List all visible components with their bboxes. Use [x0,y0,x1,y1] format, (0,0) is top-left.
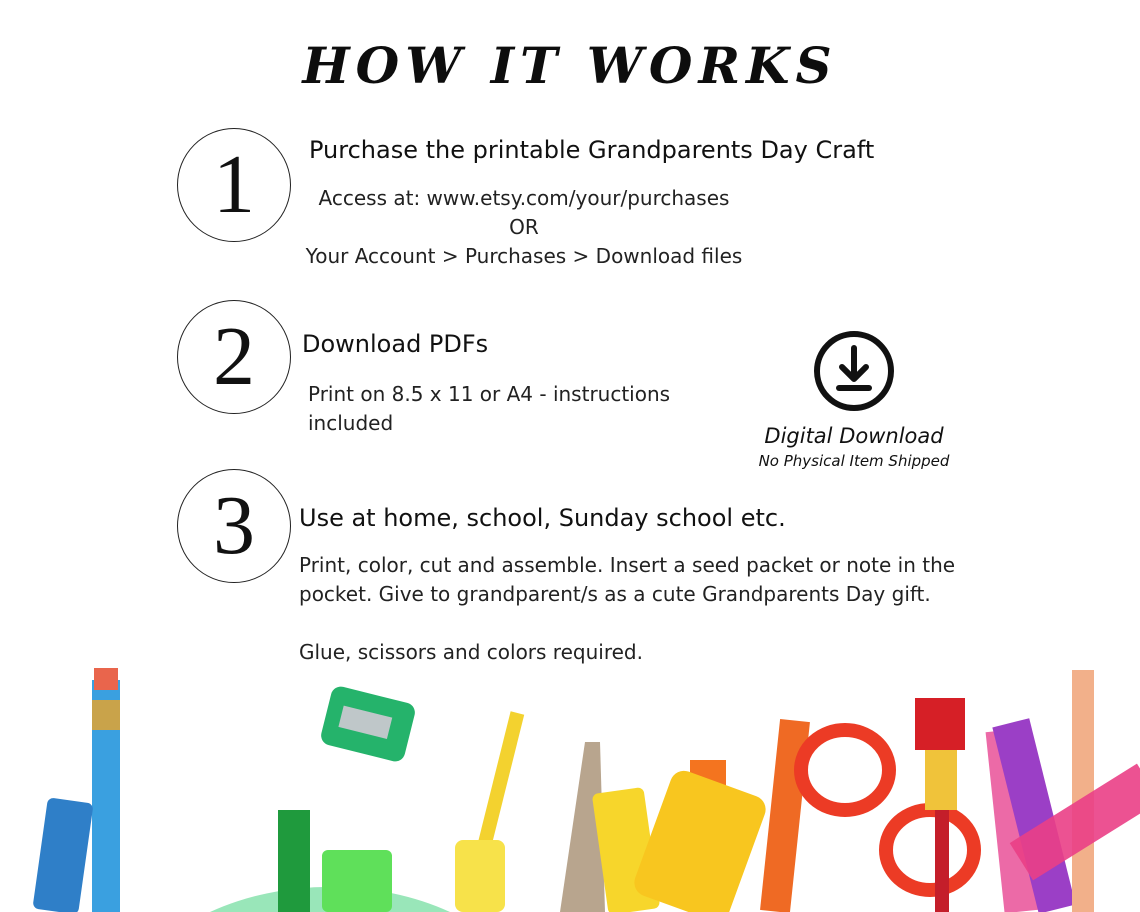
step-1-line-access: Access at: www.etsy.com/your/purchases [318,186,730,210]
lime-marker [322,850,392,912]
step-1-details [296,184,752,271]
green-crayon [278,810,310,912]
red-scissors [801,730,889,810]
step-2-number: 2 [177,300,291,414]
step-2-heading: Download PDFs [302,330,489,358]
step-1-number: 1 [177,128,291,242]
digital-download-subtitle: No Physical Item Shipped [758,452,950,470]
school-supplies-illustration [0,650,1140,912]
step-3-line-print: Print, color, cut and assemble. Insert a seed packet or note in the [299,553,956,577]
peach-pencil [1072,670,1094,912]
step-3-line-required: Glue, scissors and colors required. [299,640,643,664]
step-3-heading: Use at home, school, Sunday school etc. [299,504,786,532]
step-1-heading: Purchase the printable Grandparents Day Craft [309,136,875,164]
red-brush [915,698,965,750]
step-3-number: 3 [177,469,291,583]
blue-marker [32,797,93,912]
step-1-line-or: OR [509,215,539,239]
download-arrow-icon [813,330,895,412]
yellow-highlighter [455,840,505,912]
step-2-line-included: included [308,411,394,435]
digital-download-title: Digital Download [764,424,944,448]
step-2-line-print: Print on 8.5 x 11 or A4 - instructions [308,382,671,406]
step-3-line-pocket: pocket. Give to grandparent/s as a cute Grandparents Day gift. [299,582,931,606]
step-1-line-account: Your Account > Purchases > Download files [305,244,743,268]
digital-download-block [746,330,962,470]
step-3-line-blank [299,609,1019,638]
page-title: HOW IT WORKS [302,36,838,95]
step-2-details [308,380,728,438]
